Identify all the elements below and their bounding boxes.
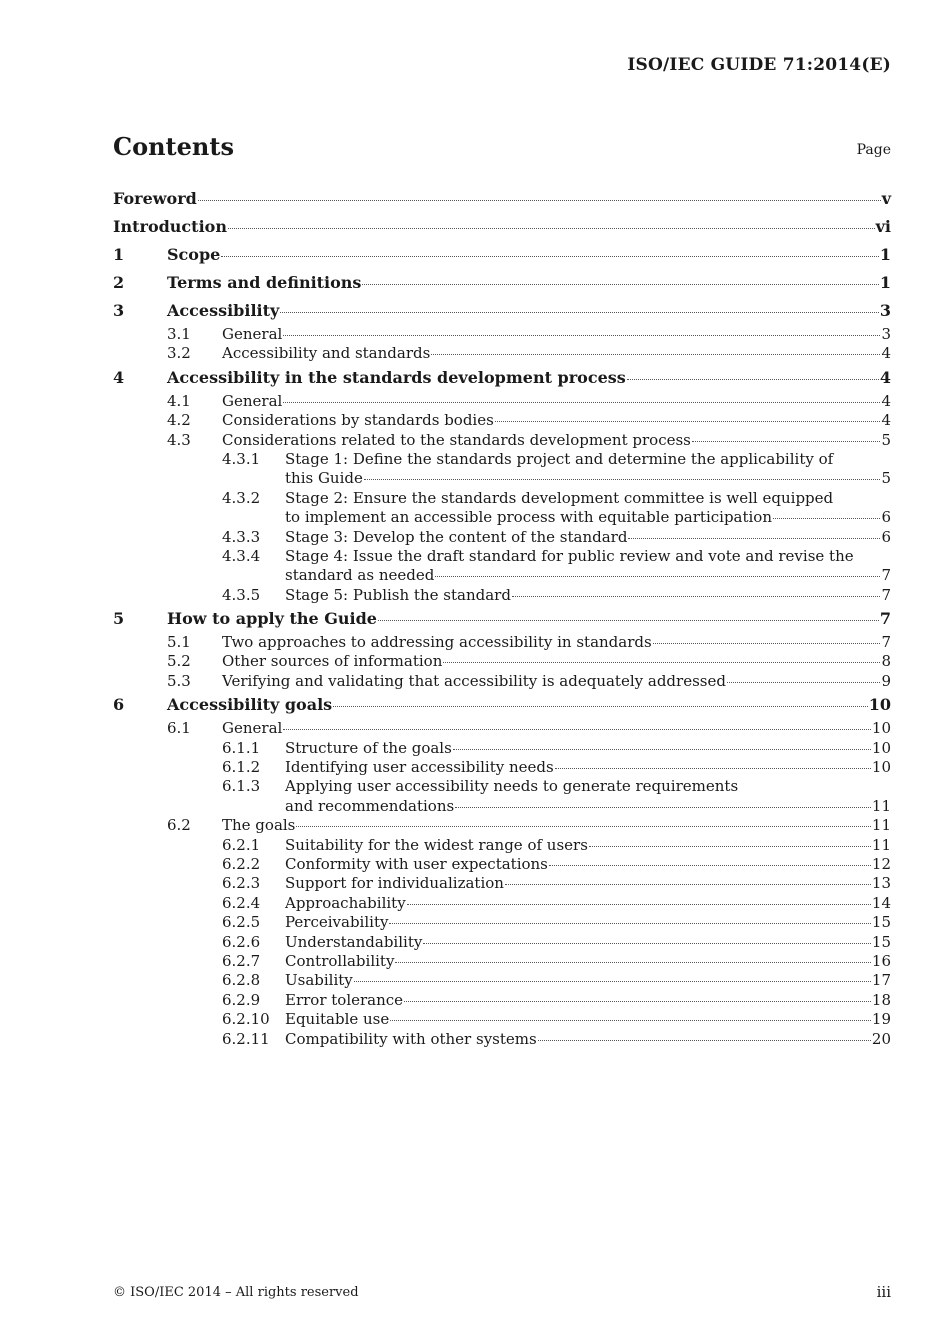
toc-entry-page: 3	[881, 325, 891, 343]
dot-leader	[628, 537, 880, 539]
toc-entry-title: Two approaches to addressing accessibility in standards	[222, 633, 652, 652]
toc-entry-title: Identifying user accessibility needs	[285, 758, 554, 777]
dot-leader	[627, 378, 879, 380]
toc-entry[interactable]	[113, 777, 891, 816]
dot-leader	[333, 705, 868, 707]
toc-entry-number: 6	[113, 695, 125, 715]
dot-leader	[407, 903, 871, 905]
toc-entry-page: 7	[881, 585, 891, 604]
toc-entry[interactable]	[113, 836, 891, 855]
toc-entry[interactable]	[113, 691, 891, 719]
toc-entry-title: Stage 2: Ensure the standards development committee is well equipped	[285, 488, 834, 507]
toc-entry-number: 5.1	[167, 633, 191, 652]
toc-entry[interactable]	[113, 874, 891, 893]
toc-entry[interactable]	[113, 325, 891, 344]
toc-entry-number: 4.3.1	[222, 449, 261, 468]
toc-entry-title: Accessibility	[167, 301, 280, 320]
dot-leader	[404, 1000, 871, 1002]
toc-entry-number: 6.2.9	[222, 990, 261, 1009]
toc-entry-title: Understandability	[285, 932, 423, 951]
toc-entry-number: 6.2.3	[222, 874, 261, 893]
toc-entry-page: 15	[871, 913, 891, 932]
toc-entry-number: 6.2.11	[222, 1029, 270, 1048]
toc-entry-number: 6.2.6	[222, 932, 261, 951]
toc-entry-title: and recommendations	[285, 796, 455, 815]
toc-entry-title: Accessibility and standards	[222, 344, 431, 363]
page-column-label: Page	[856, 142, 891, 158]
toc-entry-number: 6.2.1	[222, 835, 261, 854]
toc-entry-number: 6.2.7	[222, 951, 261, 970]
toc-entry-page: 14	[871, 893, 891, 912]
toc-entry-title: Structure of the goals	[285, 738, 452, 757]
toc-entry-title: Accessibility goals	[167, 695, 333, 715]
toc-entry-page: 11	[871, 816, 891, 835]
toc-entry-title: Terms and definitions	[167, 273, 362, 292]
dot-leader	[296, 825, 871, 827]
toc-entry[interactable]	[113, 489, 891, 528]
toc-entry-page: vi	[875, 217, 891, 236]
toc-entry-title: standard as needed	[285, 566, 435, 585]
toc-entry-number: 6.2.10	[222, 1010, 270, 1029]
toc-entry-title: Verifying and validating that accessibility is adequately addressed	[222, 671, 726, 690]
toc-entry-title: Equitable use	[285, 1010, 390, 1029]
toc-entry-title: Stage 1: Define the standards project and determine the applicability of	[285, 449, 834, 468]
document-code: ISO/IEC GUIDE 71:2014(E)	[627, 55, 891, 75]
toc-entry-title: Other sources of information	[222, 652, 443, 671]
dot-leader	[538, 1039, 871, 1041]
dot-leader	[653, 642, 881, 644]
toc-entry-page: 6	[881, 508, 891, 527]
toc-entry-number: 4.3.2	[222, 488, 261, 507]
dot-leader	[423, 942, 871, 944]
toc-entry-title: General	[222, 719, 283, 738]
toc-entry-title: Accessibility in the standards development process	[167, 367, 626, 387]
toc-entry-title: Stage 4: Issue the draft standard for public review and vote and revise the	[285, 546, 854, 565]
toc-entry-title: Stage 5: Publish the standard	[285, 585, 511, 604]
toc-entry[interactable]	[113, 758, 891, 777]
toc-entry[interactable]	[113, 411, 891, 430]
toc-entry[interactable]	[113, 933, 891, 952]
toc-entry-title: Considerations related to the standards development process	[222, 430, 691, 449]
toc-entry[interactable]	[113, 213, 891, 241]
dot-leader	[283, 401, 880, 403]
toc-entry-page: 7	[881, 566, 891, 585]
toc-entry-title: this Guide	[285, 469, 363, 488]
dot-leader	[389, 922, 870, 924]
dot-leader	[512, 595, 881, 597]
toc-entry-title: to implement an accessible process with equitable participation	[285, 508, 773, 527]
dot-leader	[431, 353, 880, 355]
toc-entry-page: 5	[881, 469, 891, 488]
dot-leader	[505, 883, 871, 885]
contents-heading: Contents	[113, 132, 234, 161]
dot-leader	[364, 478, 881, 480]
dot-leader	[283, 728, 871, 730]
toc-entry-number: 6.1.1	[222, 738, 261, 757]
dot-leader	[280, 311, 879, 313]
dot-leader	[555, 767, 871, 769]
dot-leader	[455, 806, 871, 808]
dot-leader	[692, 440, 881, 442]
toc-entry-number: 5	[113, 609, 125, 629]
toc-entry[interactable]	[113, 739, 891, 758]
toc-entry[interactable]	[113, 855, 891, 874]
toc-entry-title: Considerations by standards bodies	[222, 411, 494, 430]
dot-leader	[589, 845, 871, 847]
toc-entry[interactable]	[113, 1030, 891, 1049]
toc-entry-title: General	[222, 391, 283, 410]
toc-entry-number: 6.2	[167, 816, 191, 835]
copyright-notice: © ISO/IEC 2014 – All rights reserved	[113, 1285, 359, 1300]
toc-entry-page: 3	[879, 301, 891, 320]
dot-leader	[354, 980, 871, 982]
dot-leader	[395, 961, 870, 963]
toc-entry[interactable]	[113, 894, 891, 913]
toc-entry-page: v	[881, 189, 891, 208]
toc-entry-page: 9	[881, 671, 891, 690]
toc-entry-page: 17	[871, 971, 891, 990]
toc-entry[interactable]	[113, 672, 891, 691]
toc-entry-number: 4	[113, 367, 125, 387]
toc-entry-page: 7	[881, 633, 891, 652]
toc-entry-number: 5.3	[167, 671, 191, 690]
dot-leader	[727, 681, 881, 683]
toc-entry[interactable]	[113, 652, 891, 671]
page-number: iii	[876, 1283, 891, 1301]
toc-entry-title: Suitability for the widest range of users	[285, 835, 588, 854]
toc-entry-number: 3.1	[167, 325, 191, 343]
toc-entry-number: 4.3	[167, 430, 191, 449]
toc-entry[interactable]	[113, 528, 891, 547]
toc-entry-number: 3.2	[167, 344, 191, 363]
dot-leader	[378, 619, 879, 621]
toc-entry[interactable]	[113, 952, 891, 971]
toc-entry[interactable]	[113, 241, 891, 269]
toc-entry-title: Approachability	[285, 893, 406, 912]
dot-leader	[228, 227, 875, 229]
toc-entry-title: Introduction	[113, 217, 227, 236]
toc-entry[interactable]	[113, 392, 891, 411]
toc-entry-page: 1	[879, 245, 891, 264]
toc-entry-page: 10	[868, 695, 891, 715]
toc-entry-title: How to apply the Guide	[167, 609, 377, 629]
toc-entry-page: 8	[881, 652, 891, 671]
dot-leader	[198, 199, 881, 201]
table-of-contents	[113, 185, 891, 1049]
toc-entry-title: Foreword	[113, 189, 197, 208]
toc-entry-page: 16	[871, 951, 891, 970]
toc-entry[interactable]	[113, 547, 891, 586]
toc-entry-title: Scope	[167, 245, 221, 264]
toc-entry-title: The goals	[222, 816, 296, 835]
toc-entry-title: Stage 3: Develop the content of the standard	[285, 527, 628, 546]
dot-leader	[453, 748, 871, 750]
toc-entry[interactable]	[113, 1010, 891, 1029]
toc-entry[interactable]	[113, 605, 891, 633]
toc-entry-page: 19	[871, 1010, 891, 1029]
toc-entry-number: 5.2	[167, 652, 191, 671]
toc-entry-page: 10	[871, 738, 891, 757]
toc-entry-page: 10	[871, 758, 891, 777]
toc-entry-page: 5	[881, 430, 891, 449]
toc-entry-page: 11	[871, 796, 891, 815]
dot-leader	[390, 1019, 871, 1021]
toc-entry-page: 4	[881, 411, 891, 430]
toc-entry[interactable]	[113, 450, 891, 489]
toc-entry-page: 4	[881, 344, 891, 363]
toc-entry-number: 6.2.2	[222, 854, 261, 873]
toc-entry-number: 6.1.3	[222, 777, 261, 796]
toc-entry-number: 4.3.5	[222, 585, 261, 604]
toc-entry[interactable]	[113, 913, 891, 932]
dot-leader	[362, 283, 878, 285]
toc-entry-number: 4.3.4	[222, 546, 261, 565]
toc-entry[interactable]	[113, 297, 891, 325]
dot-leader	[221, 255, 879, 257]
toc-entry-title: Support for individualization	[285, 874, 504, 893]
toc-entry-page: 4	[881, 391, 891, 410]
toc-entry-title: Conformity with user expectations	[285, 854, 548, 873]
toc-entry[interactable]	[113, 364, 891, 392]
dot-leader	[773, 517, 880, 519]
dot-leader	[435, 575, 880, 577]
toc-entry-number: 4.3.3	[222, 527, 261, 546]
toc-entry-title: Error tolerance	[285, 990, 404, 1009]
toc-entry[interactable]	[113, 269, 891, 297]
toc-entry-number: 6.1	[167, 719, 191, 738]
toc-entry-title: Perceivability	[285, 913, 389, 932]
toc-entry-title: Usability	[285, 971, 353, 990]
dot-leader	[283, 334, 880, 336]
toc-entry-page: 1	[879, 273, 891, 292]
toc-entry-page: 10	[871, 719, 891, 738]
toc-entry-title: Controllability	[285, 951, 395, 970]
toc-entry[interactable]	[113, 816, 891, 835]
toc-entry-title: Applying user accessibility needs to generate requirements	[285, 777, 739, 796]
toc-entry-page: 12	[871, 854, 891, 873]
toc-entry-number: 6.2.4	[222, 893, 261, 912]
toc-entry-page: 13	[871, 874, 891, 893]
toc-entry[interactable]	[113, 586, 891, 605]
dot-leader	[443, 661, 880, 663]
toc-entry-number: 6.2.5	[222, 913, 261, 932]
toc-entry[interactable]	[113, 431, 891, 450]
toc-entry[interactable]	[113, 719, 891, 738]
toc-entry-page: 18	[871, 990, 891, 1009]
toc-entry-number: 2	[113, 273, 125, 292]
toc-entry[interactable]	[113, 344, 891, 363]
toc-entry-page: 7	[879, 609, 891, 629]
toc-entry[interactable]	[113, 185, 891, 213]
toc-entry-number: 6.1.2	[222, 758, 261, 777]
toc-entry[interactable]	[113, 971, 891, 990]
toc-entry-page: 15	[871, 932, 891, 951]
toc-entry-page: 11	[871, 835, 891, 854]
dot-leader	[549, 864, 871, 866]
toc-entry[interactable]	[113, 633, 891, 652]
toc-entry-page: 6	[881, 527, 891, 546]
toc-entry-number: 1	[113, 245, 125, 264]
toc-entry-title: General	[222, 325, 283, 343]
toc-entry-page: 20	[871, 1029, 891, 1048]
toc-entry-number: 3	[113, 301, 125, 320]
toc-entry[interactable]	[113, 991, 891, 1010]
toc-entry-number: 4.2	[167, 411, 191, 430]
dot-leader	[495, 420, 881, 422]
toc-entry-number: 4.1	[167, 391, 191, 410]
toc-entry-page: 4	[879, 367, 891, 387]
toc-entry-number: 6.2.8	[222, 971, 261, 990]
toc-entry-title: Compatibility with other systems	[285, 1029, 537, 1048]
